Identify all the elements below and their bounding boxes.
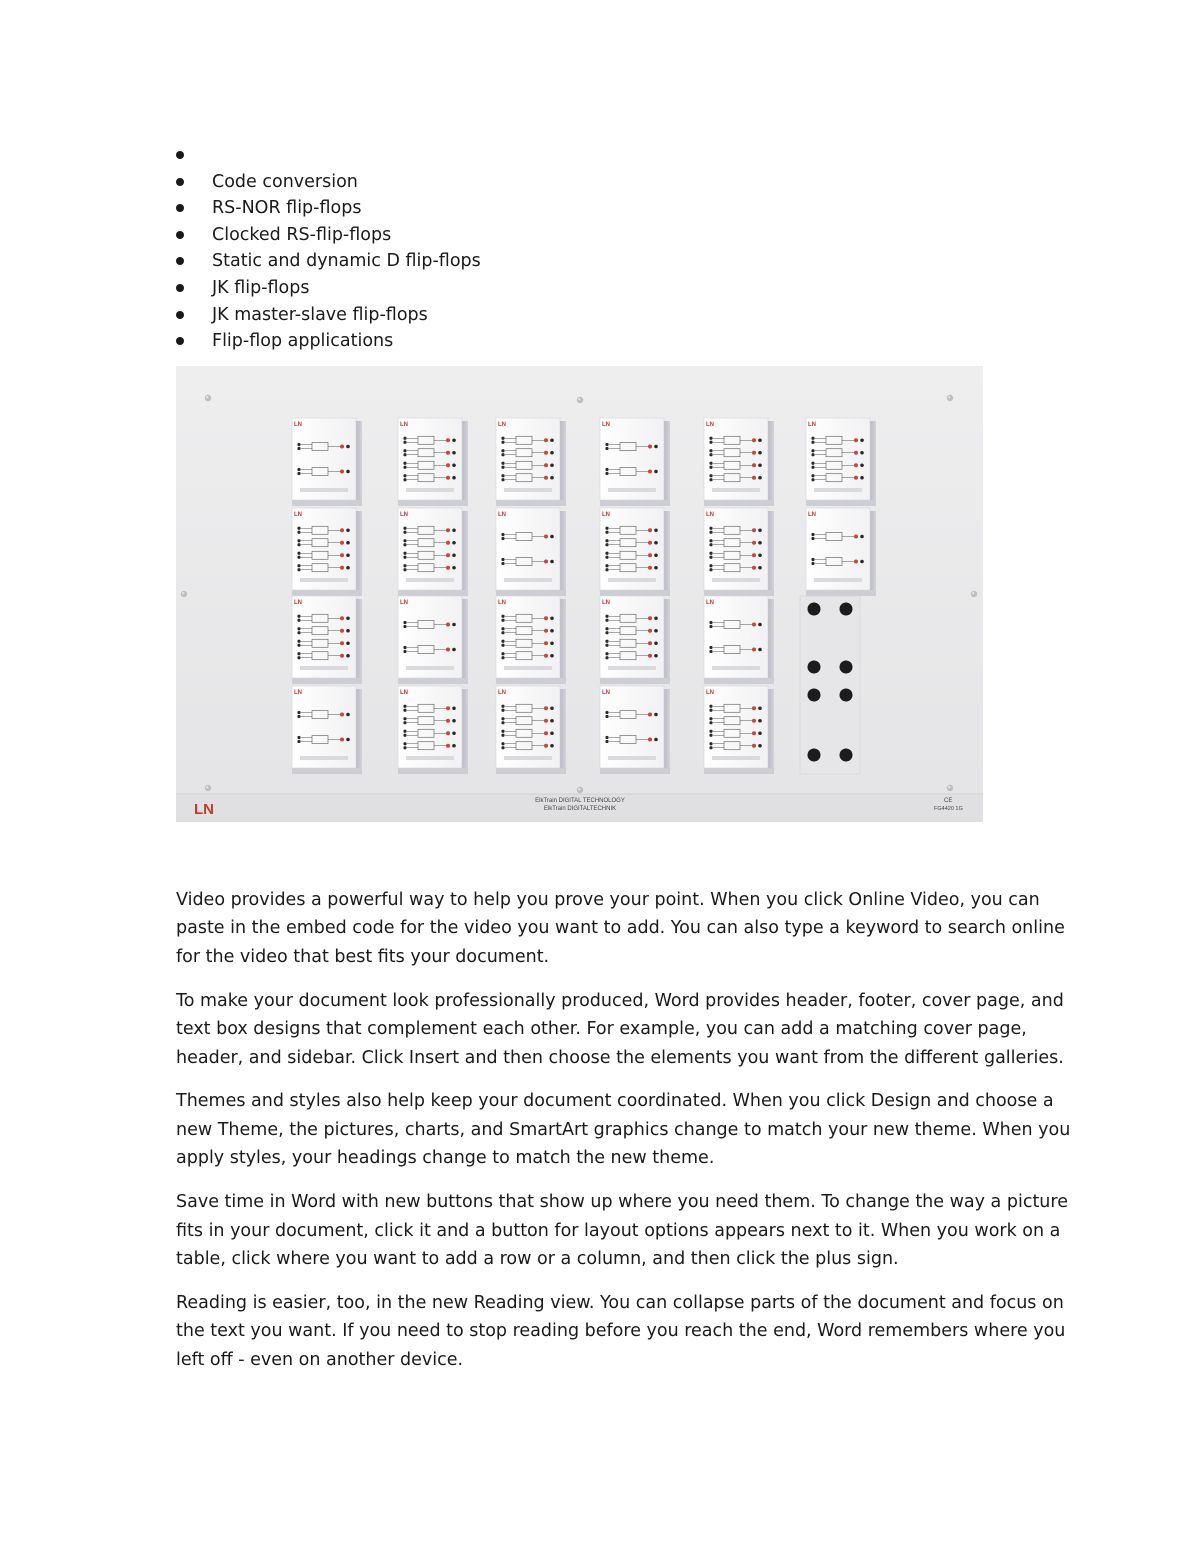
bullet-text: JK flip-flops [212,277,310,298]
svg-text:LN: LN [602,512,610,518]
logic-module [292,418,362,506]
socket-icon [808,603,821,616]
svg-text:LN: LN [808,512,816,518]
logic-module [704,596,774,684]
svg-text:LN: LN [602,422,610,428]
svg-text:LN: LN [400,690,408,696]
svg-text:LN: LN [400,512,408,518]
bullet-icon [176,204,184,212]
logic-module [496,508,566,596]
svg-text:LN: LN [294,512,302,518]
bullet-icon [176,257,184,265]
paragraph: Themes and styles also help keep your document coordinated. When you click Design and choose a new Theme, the pictures, charts, and SmartArt graphics change to match your new theme. When you apply styles, your headings change to match the new theme. [176,1091,1071,1169]
logic-module [496,686,566,774]
svg-text:LN: LN [706,422,714,428]
svg-text:LN: LN [498,512,506,518]
ce-mark: CE [944,798,953,804]
logic-module [292,596,362,684]
logic-module [704,418,774,506]
bullet-text: Code conversion [212,171,358,192]
svg-text:LN: LN [294,422,302,428]
socket-block [800,596,860,774]
logic-module [398,418,468,506]
logic-module [292,508,362,596]
socket-icon [840,749,853,762]
socket-icon [840,661,853,674]
logic-module [292,686,362,774]
svg-text:LN: LN [706,690,714,696]
svg-text:LN: LN [706,512,714,518]
brand-logo: LN [194,801,214,818]
panel-code: FG4420 1G [934,806,963,812]
logic-module [600,508,670,596]
svg-text:LN: LN [602,600,610,606]
logic-module [398,596,468,684]
bullet-text: JK master-slave flip-flops [212,304,428,325]
bullet-list [176,142,481,355]
socket-icon [840,689,853,702]
socket-icon [808,661,821,674]
logic-module [704,686,774,774]
bullet-item [176,328,481,355]
bullet-icon [176,178,184,186]
socket-icon [808,689,821,702]
svg-text:LN: LN [498,600,506,606]
logic-module [496,418,566,506]
socket-icon [808,749,821,762]
logic-module [806,508,876,596]
logic-module [496,596,566,684]
socket-icon [840,603,853,616]
bullet-item [176,169,481,196]
bullet-text: Static and dynamic D flip-flops [212,251,481,272]
svg-text:LN: LN [400,600,408,606]
bullet-icon [176,311,184,319]
svg-text:LN: LN [294,600,302,606]
logic-module [704,508,774,596]
panel-label-line-1: ElkTrain DIGITAL TECHNOLOGY [535,798,625,804]
logic-module [600,418,670,506]
svg-text:LN: LN [808,422,816,428]
svg-text:LN: LN [498,690,506,696]
logic-module [600,686,670,774]
panel-label-line-2: ElkTrain DIGITALTECHNIK [543,806,617,812]
trainer-panel-icon [176,366,983,822]
bullet-item [176,142,481,169]
bullet-item [176,248,481,275]
svg-text:LN: LN [706,600,714,606]
paragraph: Video provides a powerful way to help you prove your point. When you click Online Video, you can paste in the embed code for the video you want to add. You can also type a keyword to search online for the video that best fits your document. [176,890,1065,967]
bullet-item [176,302,481,329]
paragraph: Save time in Word with new buttons that show up where you need them. To change the way a picture fits in your document, click it and a button for layout options appears next to it. When you work on a table, click where you want to add a row or a column, and then click the plus sign. [176,1192,1068,1269]
svg-text:LN: LN [602,690,610,696]
bullet-item [176,275,481,302]
bullet-text: Flip-flop applications [212,331,394,352]
logic-module [806,418,876,506]
bullet-icon [176,151,184,159]
body-text [176,886,1076,1390]
logic-module [398,508,468,596]
paragraph: To make your document look professionally produced, Word provides header, footer, cover page, and text box designs that complement each other. For example, you can add a matching cover page, header, and sidebar. Click Insert and then choose the elements you want from the different galleries. [176,990,1064,1068]
svg-text:LN: LN [498,422,506,428]
logic-module [398,686,468,774]
svg-text:LN: LN [294,690,302,696]
bullet-item [176,195,481,222]
bullet-item [176,222,481,249]
bullet-icon [176,337,184,345]
bullet-text: RS-NOR flip-flops [212,198,362,219]
bullet-text: Clocked RS-flip-flops [212,224,392,245]
trainer-panel-photo [176,366,983,822]
bullet-icon [176,284,184,292]
paragraph: Reading is easier, too, in the new Reading view. You can collapse parts of the document and focus on the text you want. If you need to stop reading before you reach the end, Word remembers where you left off - even on another device. [176,1292,1066,1370]
bullet-icon [176,231,184,239]
svg-text:LN: LN [400,422,408,428]
logic-module [600,596,670,684]
